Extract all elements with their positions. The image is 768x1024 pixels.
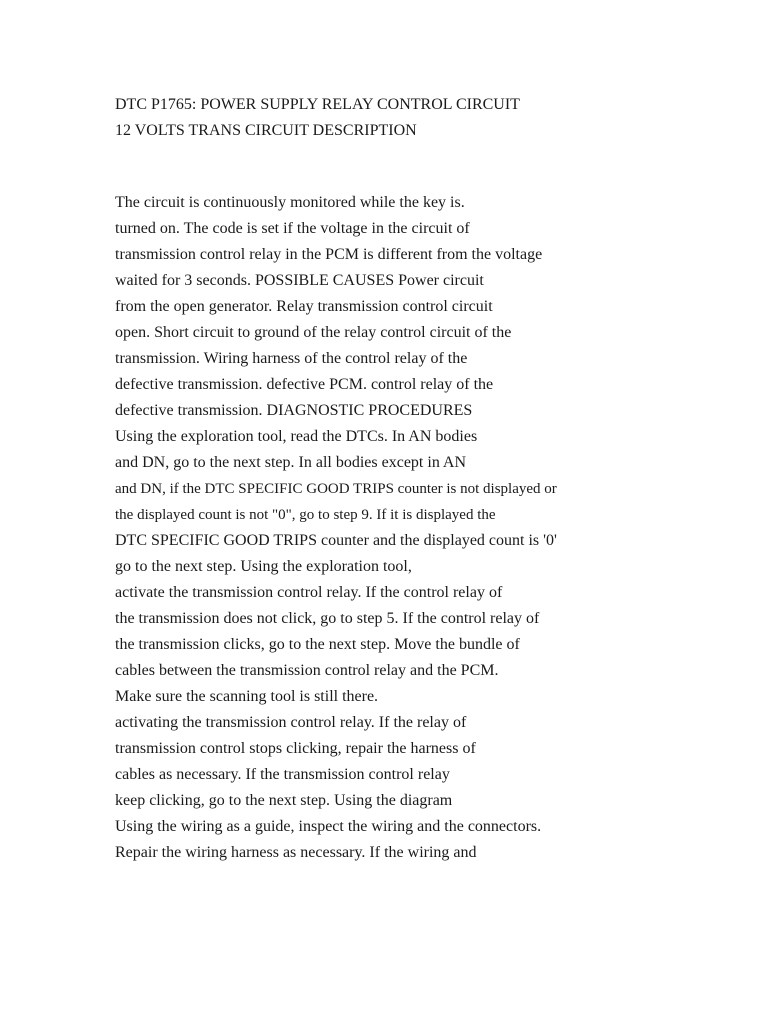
body-line: Using the wiring as a guide, inspect the wiring and the connectors. <box>115 818 542 835</box>
body-line: defective transmission. defective PCM. control relay of the <box>115 376 494 393</box>
body-line: The circuit is continuously monitored while the key is. <box>115 194 465 211</box>
body-line: go to the next step. Using the exploration tool, <box>115 558 412 575</box>
body-line: DTC SPECIFIC GOOD TRIPS counter and the displayed count is '0' <box>115 532 557 549</box>
body-line: and DN, go to the next step. In all bodies except in AN <box>115 454 467 471</box>
body-line: open. Short circuit to ground of the relay control circuit of the <box>115 324 512 341</box>
body-line: defective transmission. DIAGNOSTIC PROCEDURES <box>115 402 473 419</box>
title-line-1: DTC P1765: POWER SUPPLY RELAY CONTROL CIRCUIT <box>115 96 520 113</box>
body-line: keep clicking, go to the next step. Using the diagram <box>115 792 453 809</box>
body-line: the displayed count is not "0", go to step 9. If it is displayed the <box>115 507 496 523</box>
body-line: Using the exploration tool, read the DTCs. In AN bodies <box>115 428 478 445</box>
body-line: Make sure the scanning tool is still there. <box>115 688 379 705</box>
body-line: transmission control stops clicking, repair the harness of <box>115 740 476 757</box>
body-line: from the open generator. Relay transmission control circuit <box>115 298 493 315</box>
body-line: turned on. The code is set if the voltage in the circuit of <box>115 220 470 237</box>
body-line: transmission. Wiring harness of the control relay of the <box>115 350 468 367</box>
title-line-2: 12 VOLTS TRANS CIRCUIT DESCRIPTION <box>115 122 417 139</box>
body-line: transmission control relay in the PCM is different from the voltage <box>115 246 543 263</box>
body-line: the transmission clicks, go to the next step. Move the bundle of <box>115 636 520 653</box>
body-line: and DN, if the DTC SPECIFIC GOOD TRIPS counter is not displayed or <box>115 481 557 497</box>
body-line: Repair the wiring harness as necessary. If the wiring and <box>115 844 477 861</box>
body-line: cables between the transmission control relay and the PCM. <box>115 662 499 679</box>
body-line: waited for 3 seconds. POSSIBLE CAUSES Power circuit <box>115 272 484 289</box>
body-line: activate the transmission control relay. If the control relay of <box>115 584 503 601</box>
body-line: activating the transmission control relay. If the relay of <box>115 714 467 731</box>
body-line: cables as necessary. If the transmission control relay <box>115 766 450 783</box>
body-line: the transmission does not click, go to step 5. If the control relay of <box>115 610 540 627</box>
